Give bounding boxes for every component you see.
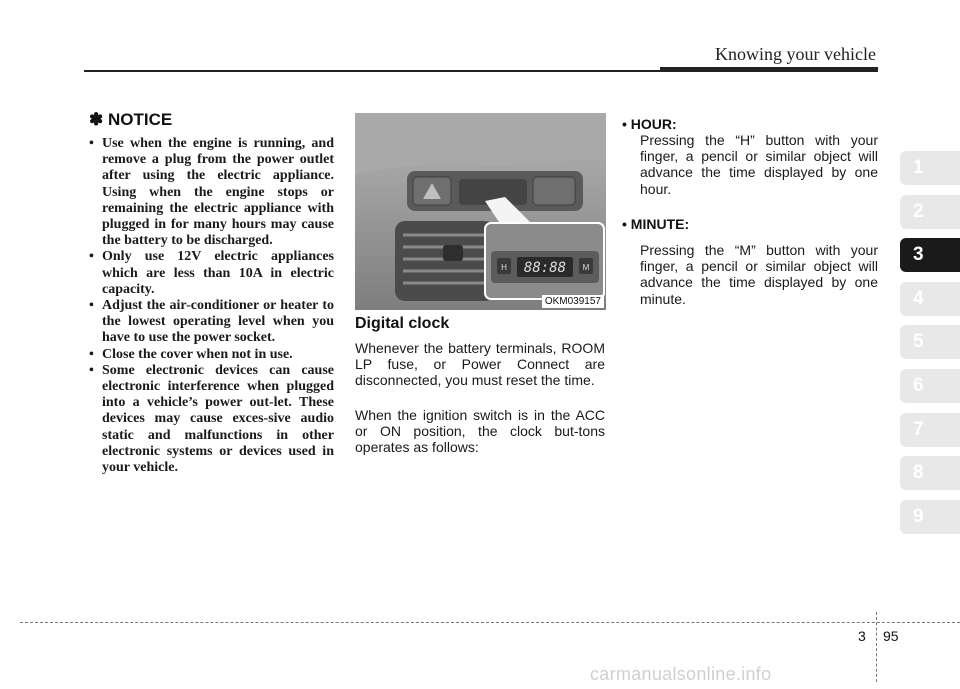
notice-item: • Use when the engine is running, and remove a plug from the power outlet after using the electric appliance. Using when the engine stops or remaining the electric appliance with plugged in for many hours may cause the battery to be discharged.: [89, 136, 334, 249]
watermark: carmanualsonline.info: [590, 664, 772, 684]
chapter-tab-4[interactable]: 4: [900, 282, 960, 316]
notice-item: • Some electronic devices can cause electronic interference when plugged into a vehicle’s power out-let. These devices may cause exces-sive audio static and malfunctions in other electronic systems or devices used in your vehicle.: [89, 363, 334, 476]
figure-code: OKM039157: [542, 295, 604, 308]
notice-title: ✽ NOTICE: [89, 110, 173, 129]
chapter-tab-6[interactable]: 6: [900, 369, 960, 403]
hour-description: Pressing the “H” button with your finger, a pencil or similar object will advance the time displayed by one hour.: [640, 132, 878, 197]
page-chapter: 3: [858, 628, 866, 644]
chapter-tab-1[interactable]: 1: [900, 151, 960, 185]
notice-item: • Close the cover when not in use.: [89, 347, 334, 363]
body-paragraph: Whenever the battery terminals, ROOM LP fuse, or Power Connect are disconnected, you must reset the time.: [355, 340, 605, 389]
header-title: Knowing your vehicle: [715, 44, 876, 64]
footer-divider: [876, 612, 877, 682]
body-paragraph: When the ignition switch is in the ACC or ON position, the clock but-tons operates as follows:: [355, 407, 605, 456]
chapter-tab-9[interactable]: 9: [900, 500, 960, 534]
h-button-label: H: [501, 263, 507, 272]
section-title: Digital clock: [355, 315, 450, 332]
clock-figure: [355, 113, 606, 310]
notice-item: • Adjust the air-conditioner or heater to the lowest operating level when you have to use the power socket.: [89, 298, 334, 347]
chapter-tabs: [900, 151, 960, 543]
minute-term: • MINUTE:: [622, 216, 690, 232]
footer-rule: [20, 622, 960, 623]
chapter-tab-7[interactable]: 7: [900, 413, 960, 447]
chapter-tab-3[interactable]: 3: [900, 238, 960, 272]
notice-item: • Only use 12V electric appliances which are less than 10A in electric capacity.: [89, 249, 334, 298]
dashboard-illustration: [355, 113, 606, 310]
chapter-tab-8[interactable]: 8: [900, 456, 960, 490]
clock-display: 88:88: [523, 260, 567, 276]
page-number: 95: [883, 628, 899, 644]
notice-list: [89, 136, 334, 476]
chapter-tab-5[interactable]: 5: [900, 325, 960, 359]
m-button-label: M: [582, 263, 590, 272]
header-rule-accent: [660, 67, 878, 72]
minute-description: Pressing the “M” button with your finger, a pencil or similar object will advance the time displayed by one minute.: [640, 242, 878, 307]
chapter-tab-2[interactable]: 2: [900, 195, 960, 229]
hour-term: • HOUR:: [622, 116, 677, 132]
